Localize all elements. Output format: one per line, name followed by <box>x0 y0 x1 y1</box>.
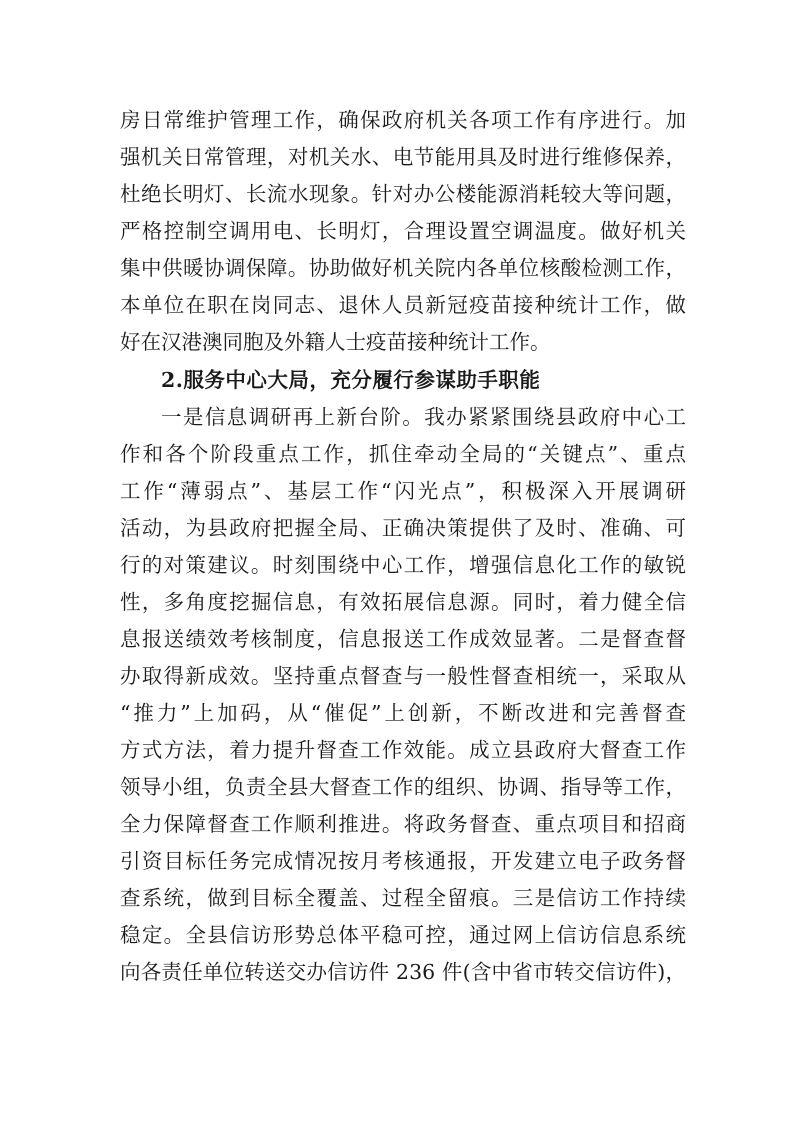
paragraph-line: 息报送绩效考核制度，信息报送工作成效显著。二是督查督 <box>120 627 686 651</box>
paragraph-line: 办取得新成效。坚持重点督查与一般性督查相统一，采取从 <box>120 664 686 688</box>
paragraph-line: 全力保障督查工作顺利推进。将政务督查、重点项目和招商 <box>120 812 686 836</box>
paragraph-line: “推力”上加码，从“催促”上创新，不断改进和完善督查 <box>120 701 686 725</box>
paragraph-line: 房日常维护管理工作，确保政府机关各项工作有序进行。加 <box>120 108 686 132</box>
paragraph-line: 作和各个阶段重点工作，抓住牵动全局的“关键点”、重点 <box>120 442 686 466</box>
paragraph-line: 性，多角度挖掘信息，有效拓展信息源。同时，着力健全信 <box>120 590 686 614</box>
paragraph-line: 本单位在职在岗同志、退休人员新冠疫苗接种统计工作，做 <box>120 293 686 317</box>
paragraph-line: 领导小组，负责全县大督查工作的组织、协调、指导等工作， <box>120 775 686 799</box>
paragraph-line: 方式方法，着力提升督查工作效能。成立县政府大督查工作 <box>120 738 686 762</box>
paragraph-line: 一是信息调研再上新台阶。我办紧紧围绕县政府中心工 <box>161 405 686 429</box>
paragraph-line: 向各责任单位转送交办信访件 236 件(含中省市转交信访件)， <box>120 960 686 984</box>
paragraph-line: 好在汉港澳同胞及外籍人士疫苗接种统计工作。 <box>120 330 551 354</box>
section-heading: 2.服务中心大局，充分履行参谋助手职能 <box>161 368 541 392</box>
paragraph-line: 严格控制空调用电、长明灯，合理设置空调温度。做好机关 <box>120 219 686 243</box>
paragraph-line: 查系统，做到目标全覆盖、过程全留痕。三是信访工作持续 <box>120 886 686 910</box>
paragraph-line: 工作“薄弱点”、基层工作“闪光点”，积极深入开展调研 <box>120 479 686 503</box>
paragraph-line: 集中供暖协调保障。协助做好机关院内各单位核酸检测工作， <box>120 256 686 280</box>
paragraph-line: 活动，为县政府把握全局、正确决策提供了及时、准确、可 <box>120 516 686 540</box>
paragraph-line: 强机关日常管理，对机关水、电节能用具及时进行维修保养， <box>120 145 686 169</box>
paragraph-line: 行的对策建议。时刻围绕中心工作，增强信息化工作的敏锐 <box>120 553 686 577</box>
paragraph-line: 杜绝长明灯、长流水现象。针对办公楼能源消耗较大等问题， <box>120 182 686 206</box>
paragraph-line: 稳定。全县信访形势总体平稳可控，通过网上信访信息系统 <box>120 923 686 947</box>
paragraph-line: 引资目标任务完成情况按月考核通报，开发建立电子政务督 <box>120 849 686 873</box>
